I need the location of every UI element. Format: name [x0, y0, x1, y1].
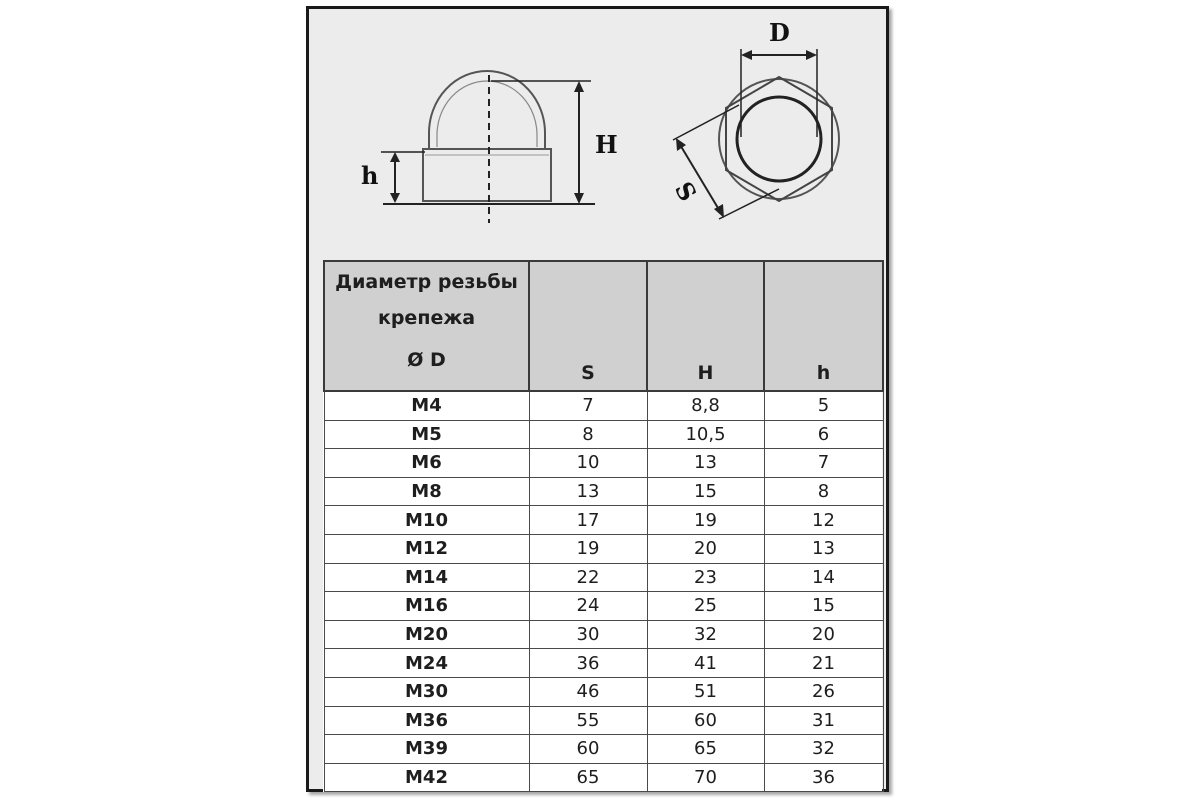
- cell-H: 13: [647, 449, 764, 478]
- cell-H: 32: [647, 620, 764, 649]
- cell-h: 31: [764, 706, 883, 735]
- label-S: S: [668, 176, 703, 207]
- cell-s: 60: [529, 735, 647, 764]
- cell-s: 55: [529, 706, 647, 735]
- table-row: [324, 391, 883, 420]
- cell-H: 25: [647, 592, 764, 621]
- header-h: h: [764, 261, 883, 391]
- cell-h: 26: [764, 677, 883, 706]
- cell-s: 46: [529, 677, 647, 706]
- table-row: [324, 477, 883, 506]
- cell-H: 19: [647, 506, 764, 535]
- dome-inner-outline: [437, 81, 537, 147]
- cell-thread: M5: [324, 420, 529, 449]
- cell-H: 41: [647, 649, 764, 678]
- cell-thread: M12: [324, 534, 529, 563]
- document-frame: [306, 6, 889, 792]
- cell-s: 36: [529, 649, 647, 678]
- cell-H: 60: [647, 706, 764, 735]
- cell-thread: M24: [324, 649, 529, 678]
- header-H: H: [647, 261, 764, 391]
- cell-H: 70: [647, 763, 764, 792]
- cell-h: 8: [764, 477, 883, 506]
- cell-h: 5: [764, 391, 883, 420]
- cell-s: 10: [529, 449, 647, 478]
- label-h: h: [361, 161, 379, 190]
- cell-thread: M39: [324, 735, 529, 764]
- table-row: [324, 735, 883, 764]
- cell-s: 19: [529, 534, 647, 563]
- label-H: H: [595, 130, 618, 159]
- label-D: D: [769, 18, 790, 47]
- table-row: [324, 706, 883, 735]
- cell-h: 7: [764, 449, 883, 478]
- table-row: [324, 534, 883, 563]
- cell-s: 30: [529, 620, 647, 649]
- cell-thread: M30: [324, 677, 529, 706]
- cell-thread: M14: [324, 563, 529, 592]
- cell-H: 8,8: [647, 391, 764, 420]
- table-row: [324, 563, 883, 592]
- header-thread-line3: Ø D: [407, 349, 446, 371]
- table-row: [324, 506, 883, 535]
- dimensions-table-wrapper: [323, 260, 882, 792]
- cell-thread: M8: [324, 477, 529, 506]
- table-row: [324, 677, 883, 706]
- cell-h: 21: [764, 649, 883, 678]
- cell-s: 22: [529, 563, 647, 592]
- table-row: [324, 592, 883, 621]
- dome-outline: [429, 71, 545, 149]
- table-header-row: [324, 261, 883, 391]
- table-body: [324, 391, 883, 792]
- dimensions-table: [323, 260, 884, 792]
- cell-thread: M42: [324, 763, 529, 792]
- nut-base: [423, 149, 551, 201]
- cell-H: 10,5: [647, 420, 764, 449]
- cell-h: 36: [764, 763, 883, 792]
- cell-h: 13: [764, 534, 883, 563]
- cell-s: 8: [529, 420, 647, 449]
- side-view: [381, 71, 595, 223]
- cap-nut-diagram: [309, 9, 886, 254]
- S-dimension-arrow: [679, 143, 721, 213]
- cell-h: 14: [764, 563, 883, 592]
- cell-H: 20: [647, 534, 764, 563]
- cell-H: 15: [647, 477, 764, 506]
- cell-s: 24: [529, 592, 647, 621]
- table-row: [324, 763, 883, 792]
- cell-H: 51: [647, 677, 764, 706]
- cell-thread: M6: [324, 449, 529, 478]
- inner-circle: [737, 97, 821, 181]
- table-row: [324, 620, 883, 649]
- cell-s: 17: [529, 506, 647, 535]
- cell-H: 23: [647, 563, 764, 592]
- cell-thread: M4: [324, 391, 529, 420]
- cell-h: 15: [764, 592, 883, 621]
- header-thread-line1: Диаметр резьбы: [335, 271, 518, 293]
- table-row: [324, 420, 883, 449]
- header-S: S: [529, 261, 647, 391]
- cell-thread: M20: [324, 620, 529, 649]
- cell-thread: M10: [324, 506, 529, 535]
- cell-s: 13: [529, 477, 647, 506]
- cell-s: 7: [529, 391, 647, 420]
- cell-h: 20: [764, 620, 883, 649]
- cell-h: 12: [764, 506, 883, 535]
- cell-s: 65: [529, 763, 647, 792]
- cell-H: 65: [647, 735, 764, 764]
- cell-h: 32: [764, 735, 883, 764]
- table-row: [324, 649, 883, 678]
- header-thread-diameter: [324, 261, 529, 391]
- cell-h: 6: [764, 420, 883, 449]
- table-row: [324, 449, 883, 478]
- header-thread-line2: крепежа: [377, 307, 476, 329]
- cell-thread: M36: [324, 706, 529, 735]
- cell-thread: M16: [324, 592, 529, 621]
